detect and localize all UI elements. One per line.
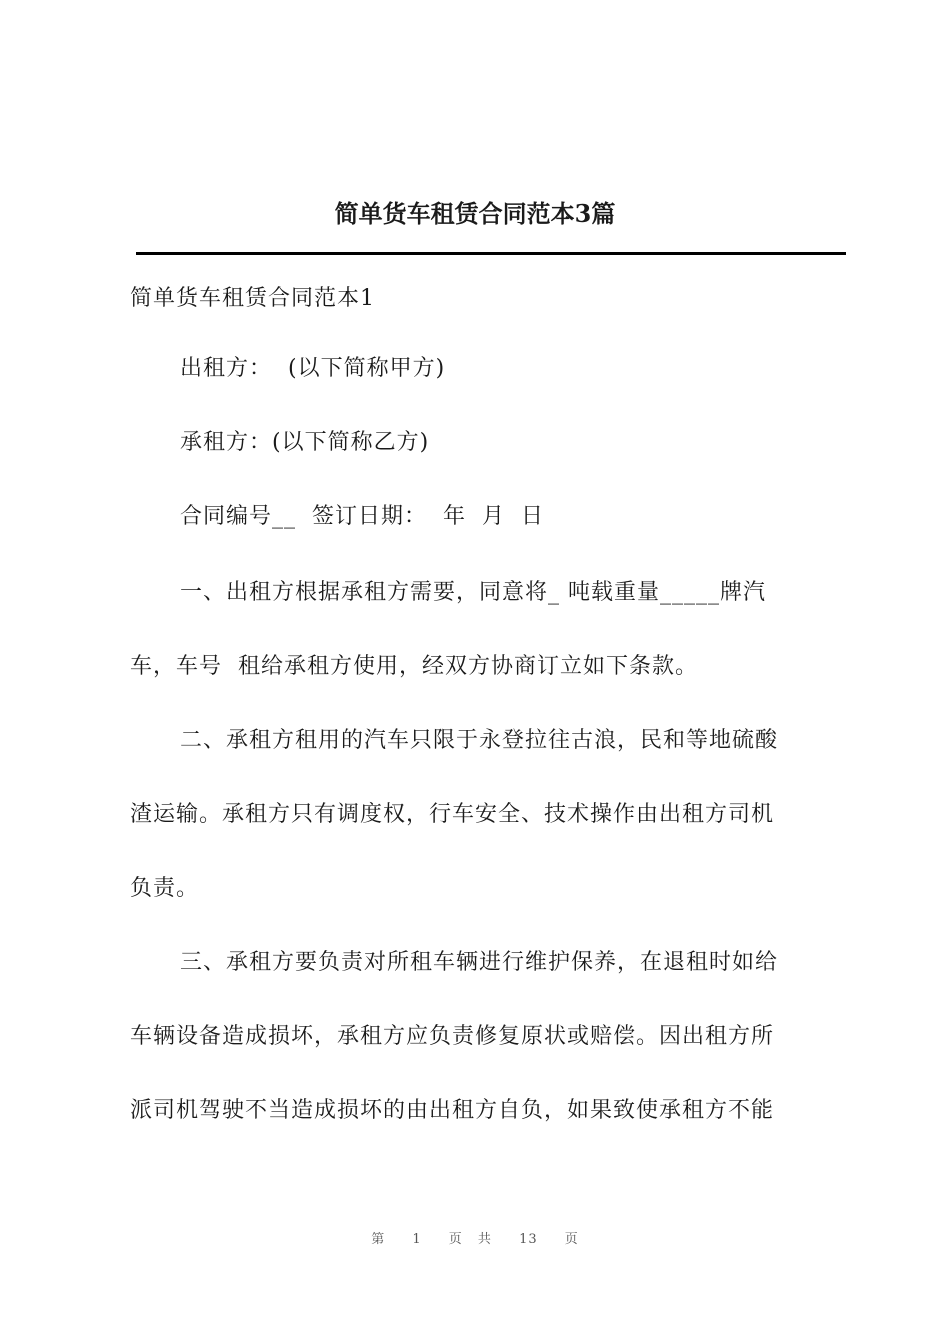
title-divider xyxy=(136,252,846,255)
clause-1-line-2: 车，车号 租给承租方使用，经双方协商订立如下条款。 xyxy=(130,654,698,679)
footer-suffix: 页 xyxy=(564,1232,579,1247)
clause-1-line-1: 一、出租方根据承租方需要，同意将_ 吨载重量_____牌汽 xyxy=(180,580,766,605)
clause-2-line-2: 渣运输。承租方只有调度权，行车安全、技术操作由出租方司机 xyxy=(130,802,775,827)
document-title: 简单货车租赁合同范本3篇 xyxy=(334,199,616,228)
clause-2-line-3: 负责。 xyxy=(130,876,200,901)
clause-3-line-3: 派司机驾驶不当造成损坏的由出租方自负，如果致使承租方不能 xyxy=(130,1098,775,1123)
footer-total-pages: 13 xyxy=(519,1232,538,1247)
clause-3-line-2: 车辆设备造成损坏，承租方应负责修复原状或赔偿。因出租方所 xyxy=(130,1024,775,1049)
lessor-line: 出租方： (以下简称甲方) xyxy=(180,356,446,381)
section-heading: 简单货车租赁合同范本1 xyxy=(130,286,375,311)
footer-page-number: 1 xyxy=(412,1232,422,1247)
contract-number-line: 合同编号__ 签订日期： 年 月 日 xyxy=(180,504,544,529)
page-footer xyxy=(0,1228,950,1252)
clause-3-line-1: 三、承租方要负责对所租车辆进行维护保养，在退租时如给 xyxy=(180,950,779,975)
footer-prefix: 第 xyxy=(371,1232,386,1247)
clause-2-line-1: 二、承租方租用的汽车只限于永登拉往古浪，民和等地硫酸 xyxy=(180,728,779,753)
lessee-line: 承租方：(以下简称乙方) xyxy=(180,430,430,455)
footer-mid: 页 共 xyxy=(448,1232,492,1247)
